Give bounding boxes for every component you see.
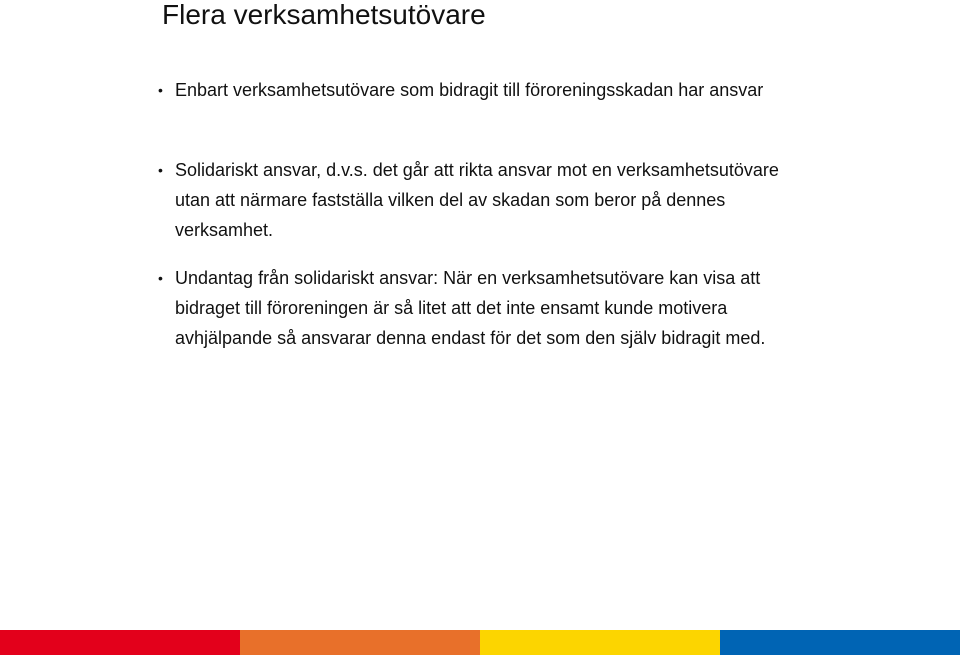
- footer-bar-orange: [240, 630, 480, 655]
- bullet-text: Solidariskt ansvar, d.v.s. det går att rikta ansvar mot en verksamhetsutövare utan att närmare fastställa vilken del av skadan som beror på dennes verksamhet.: [175, 160, 779, 240]
- bullet-text: Undantag från solidariskt ansvar: När en verksamhetsutövare kan visa att bidraget till föroreningen är så litet att det inte ensamt kunde motivera avhjälpande så ansvarar denna endast för det som den själv bidragit med.: [175, 268, 766, 348]
- bullet-item: [158, 263, 818, 353]
- bullet-dot: •: [158, 270, 163, 286]
- footer-bar-yellow: [480, 630, 720, 655]
- footer-bar-red: [0, 630, 240, 655]
- bullet-item: [158, 155, 818, 245]
- footer-bar-blue: [720, 630, 960, 655]
- bullet-dot: •: [158, 82, 163, 98]
- bullet-dot: •: [158, 162, 163, 178]
- bullet-text: Enbart verksamhetsutövare som bidragit till föroreningsskadan har ansvar: [175, 80, 764, 100]
- slide-title: Flera verksamhetsutövare: [162, 0, 486, 30]
- bullet-item: [158, 75, 818, 105]
- footer-color-bar: [0, 630, 960, 655]
